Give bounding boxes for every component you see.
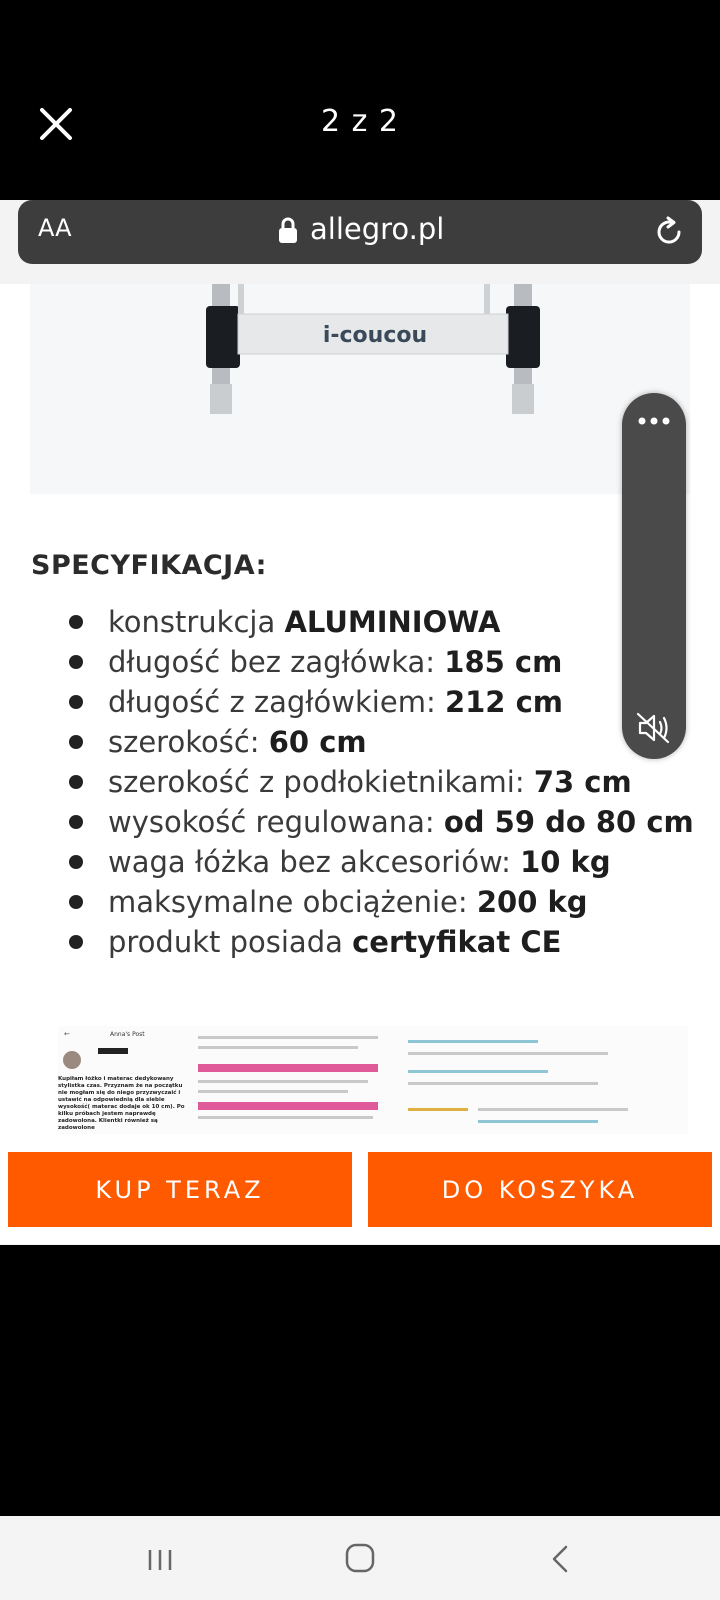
spec-label: długość bez zagłówka: [108,645,445,679]
product-description [0,284,720,1134]
bullet-icon [69,735,83,749]
spec-value: 212 cm [444,685,563,719]
spec-item [66,602,694,642]
bullet-icon [69,655,83,669]
system-navigation-bar [0,1516,720,1600]
spec-label: szerokość z podłokietnikami: [108,765,534,799]
spec-label: maksymalne obciążenie: [108,885,477,919]
lock-icon [278,216,298,244]
spec-label: wysokość regulowana: [108,805,444,839]
spec-value: certyfikat CE [352,925,562,959]
floating-media-panel[interactable] [622,393,686,759]
bullet-icon [69,855,83,869]
spec-item [66,722,694,762]
spec-item [66,802,694,842]
review-post-title: Anna's Post [110,1031,145,1038]
more-icon[interactable] [636,415,672,427]
spec-item [66,762,694,802]
spec-value: 60 cm [268,725,367,759]
recents-icon[interactable] [146,1546,174,1574]
svg-text:←: ← [64,1030,70,1038]
spec-label: szerokość: [108,725,269,759]
spec-item [66,682,694,722]
add-to-cart-button[interactable]: DO KOSZYKA [368,1152,712,1227]
text-size-button[interactable] [38,214,72,242]
spec-list [66,602,694,962]
spec-value: 10 kg [520,845,611,879]
spec-item [66,842,694,882]
viewer-top-bar [0,0,720,200]
bullet-icon [69,775,83,789]
home-icon[interactable] [344,1542,376,1574]
spec-value: 73 cm [533,765,632,799]
spec-value: od 59 do 80 cm [443,805,694,839]
brand-logo: i-coucou [322,323,428,348]
spec-heading: SPECYFIKACJA: [31,550,267,581]
bullet-icon [69,935,83,949]
buy-now-button[interactable]: KUP TERAZ [8,1152,352,1227]
back-icon[interactable] [548,1544,572,1574]
volume-mute-icon[interactable] [636,711,672,745]
text-size-label: AA [38,214,72,242]
spec-value: ALUMINIOWA [284,605,501,639]
spec-label: waga łóżka bez akcesoriów: [108,845,521,879]
spec-label: konstrukcja [108,605,285,639]
image-counter: 2 z 2 [321,104,399,139]
spec-item [66,642,694,682]
spec-value: 200 kg [476,885,588,919]
purchase-actions [0,1134,720,1244]
bullet-icon [69,695,83,709]
product-image [30,284,690,494]
spec-item [66,882,694,922]
spec-item [66,922,694,962]
review-post-text: Kupiłam łóżko i materac dedykowany stylistka czas. Przyznam że na początku nie mogłam się do niego przyzwyczaić i ustawić na odpowiednią dla siebie wysokość( materac dodaje ok 10 cm). Po kilku próbach jestem naprawdę zadowolona. Klientki również są zadowolone [58,1076,185,1131]
spec-value: 185 cm [444,645,563,679]
bullet-icon [69,895,83,909]
bullet-icon [69,815,83,829]
spec-label: długość z zagłówkiem: [108,685,445,719]
bullet-icon [69,615,83,629]
browser-url-bar[interactable] [18,200,702,264]
reload-icon[interactable] [652,215,686,249]
spec-label: produkt posiada [108,925,353,959]
reviews-collage-image [58,1026,688,1136]
url-domain: allegro.pl [310,212,445,246]
